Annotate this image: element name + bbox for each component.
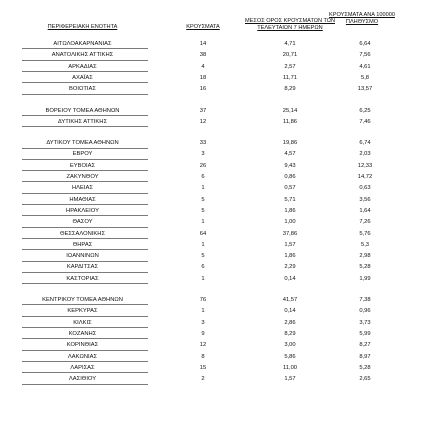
- region-cell: ΚΟΡΙΝΘΙΑΣ: [66, 342, 99, 349]
- per-100000-cell: 8,27: [359, 342, 371, 349]
- cases-cell: 14: [199, 41, 207, 47]
- avg-7-days-cell: 2,86: [284, 319, 296, 326]
- avg-7-days-cell: 1,86: [284, 253, 296, 260]
- cases-cell: 9: [201, 330, 205, 337]
- avg-7-days-cell: 1,00: [284, 219, 296, 226]
- region-cell: ΑΧΑΪΑΣ: [72, 74, 93, 81]
- avg-7-days-cell: 5,71: [284, 196, 296, 203]
- per-100000-cell: 7,26: [359, 219, 371, 226]
- header-avg-7-days: ΜΕΣΟΣ ΟΡΟΣ ΚΡΟΥΣΜΑΤΩΝ ΤΩΝ ΤΕΛΕΥΤΑΙΩΝ 7 ΗΜΕΡΩΝ: [245, 18, 335, 31]
- region-cell: ΗΡΑΚΛΕΙΟΥ: [66, 207, 99, 214]
- avg-7-days-cell: 8,29: [284, 86, 296, 93]
- cases-cell: 26: [199, 162, 207, 169]
- avg-7-days-cell: 5,86: [284, 353, 296, 360]
- row-divider: [22, 115, 148, 116]
- cases-cell: 15: [199, 364, 207, 371]
- cases-cell: 6: [201, 174, 205, 180]
- cases-cell: 33: [199, 140, 207, 147]
- region-cell: ΗΜΑΘΙΑΣ: [69, 196, 96, 203]
- per-100000-cell: 7,46: [359, 118, 371, 125]
- row-divider: [22, 272, 148, 273]
- row-divider: [22, 261, 148, 262]
- region-cell: ΚΙΛΚΙΣ: [73, 319, 92, 326]
- avg-7-days-cell: 4,57: [284, 151, 296, 158]
- region-cell: ΕΥΒΟΙΑΣ: [69, 162, 96, 169]
- region-cell: ΗΛΕΙΑΣ: [72, 185, 93, 192]
- per-100000-cell: 2,03: [359, 151, 371, 158]
- cases-cell: 37: [199, 107, 207, 114]
- avg-7-days-cell: 19,86: [282, 140, 298, 147]
- region-cell: ΛΑΡΙΣΑΣ: [70, 364, 95, 371]
- cases-cell: 76: [199, 297, 207, 303]
- row-divider: [22, 361, 148, 362]
- avg-7-days-cell: 1,57: [284, 241, 296, 248]
- cases-cell: 38: [199, 52, 207, 59]
- cases-cell: 1: [201, 275, 205, 282]
- avg-7-days-cell: 9,43: [284, 162, 296, 169]
- cases-cell: 16: [199, 86, 207, 93]
- region-cell: ΑΝΑΤΟΛΙΚΗΣ ΑΤΤΙΚΗΣ: [51, 52, 114, 59]
- cases-cell: 5: [201, 196, 205, 203]
- avg-7-days-cell: 3,00: [284, 342, 296, 349]
- avg-7-days-cell: 0,57: [284, 185, 296, 192]
- row-divider: [22, 159, 148, 160]
- row-divider: [22, 126, 148, 127]
- cases-cell: 4: [201, 63, 205, 70]
- row-divider: [22, 48, 148, 49]
- region-cell: ΑΡΚΑΔΙΑΣ: [68, 63, 97, 70]
- avg-7-days-cell: 2,29: [284, 264, 296, 271]
- per-100000-cell: 14,72: [357, 174, 373, 180]
- row-divider: [22, 71, 148, 72]
- row-divider: [22, 338, 148, 339]
- cases-cell: 1: [201, 308, 205, 315]
- avg-7-days-cell: 0,86: [284, 174, 296, 180]
- header-region: ΠΕΡΙΦΕΡΕΙΑΚΗ ΕΝΟΤΗΤΑ: [47, 24, 118, 30]
- cases-cell: 6: [201, 264, 205, 271]
- region-cell: ΘΗΡΑΣ: [72, 241, 93, 248]
- avg-7-days-cell: 25,14: [282, 107, 298, 114]
- region-cell: ΚΟΖΑΝΗΣ: [68, 330, 97, 337]
- per-100000-cell: 8,97: [359, 353, 371, 360]
- cases-cell: 5: [201, 207, 205, 214]
- avg-7-days-cell: 0,14: [284, 275, 296, 282]
- cases-cell: 12: [199, 118, 207, 125]
- per-100000-cell: 1,99: [359, 275, 371, 282]
- row-divider: [22, 227, 148, 228]
- cases-cell: 18: [199, 74, 207, 81]
- row-divider: [22, 350, 148, 351]
- cases-cell: 12: [199, 342, 207, 349]
- per-100000-cell: 5,3: [360, 241, 370, 248]
- avg-7-days-cell: 11,00: [282, 364, 298, 371]
- per-100000-cell: 2,98: [359, 253, 371, 260]
- row-divider: [22, 170, 148, 171]
- header-cases: ΚΡΟΥΣΜΑΤΑ: [186, 24, 220, 30]
- avg-7-days-cell: 1,57: [284, 376, 296, 383]
- row-divider: [22, 316, 148, 317]
- per-100000-cell: 5,8: [360, 74, 370, 81]
- per-100000-cell: 13,57: [357, 86, 373, 93]
- per-100000-cell: 0,63: [359, 185, 371, 192]
- per-100000-cell: 5,76: [359, 230, 371, 237]
- region-cell: ΛΑΚΩΝΙΑΣ: [67, 353, 98, 360]
- per-100000-cell: 1,64: [359, 207, 371, 214]
- per-100000-cell: 6,64: [359, 41, 371, 47]
- per-100000-cell: 5,99: [359, 330, 371, 337]
- per-100000-cell: 6,25: [359, 107, 371, 114]
- cases-cell: 64: [199, 230, 207, 237]
- row-divider: [22, 283, 148, 284]
- cases-cell: 1: [201, 185, 205, 192]
- avg-7-days-cell: 8,29: [284, 330, 296, 337]
- header-cases-per-100000: ΚΡΟΥΣΜΑΤΑ ΑΝΑ 100000 ΠΛΗΘΥΣΜΟ: [329, 12, 395, 25]
- region-cell: ΕΒΡΟΥ: [72, 151, 93, 158]
- row-divider: [22, 384, 148, 385]
- cases-cell: 3: [201, 151, 205, 158]
- per-100000-cell: 7,38: [359, 297, 371, 303]
- per-100000-cell: 4,61: [359, 63, 371, 70]
- region-cell: ΚΑΡΔΙΤΣΑΣ: [66, 264, 99, 271]
- region-cell: ΛΑΣΙΘΙΟΥ: [68, 376, 97, 383]
- row-divider: [22, 82, 148, 83]
- avg-7-days-cell: 11,71: [282, 74, 298, 81]
- avg-7-days-cell: 4,71: [284, 41, 296, 47]
- row-divider: [22, 249, 148, 250]
- row-divider: [22, 60, 148, 61]
- region-cell: ΚΕΡΚΥΡΑΣ: [67, 308, 98, 315]
- row-divider: [22, 238, 148, 239]
- per-100000-cell: 3,56: [359, 196, 371, 203]
- per-100000-cell: 5,28: [359, 364, 371, 371]
- per-100000-cell: 6,74: [359, 140, 371, 147]
- region-cell: ΒΟΙΩΤΙΑΣ: [69, 86, 96, 93]
- row-divider: [22, 327, 148, 328]
- region-cell: ΚΕΝΤΡΙΚΟΥ ΤΟΜΕΑ ΑΘΗΝΩΝ: [42, 297, 123, 303]
- region-cell: ΙΩΑΝΝΙΝΩΝ: [66, 253, 99, 260]
- per-100000-cell: 5,28: [359, 264, 371, 271]
- per-100000-cell: 2,65: [359, 376, 371, 383]
- per-100000-cell: 12,33: [357, 162, 373, 169]
- cases-cell: 1: [201, 241, 205, 248]
- region-cell: ΔΥΤΙΚΗΣ ΑΤΤΙΚΗΣ: [57, 118, 108, 125]
- cases-cell: 8: [201, 353, 205, 360]
- avg-7-days-cell: 37,86: [282, 230, 298, 237]
- cases-cell: 1: [201, 219, 205, 226]
- cases-cell: 3: [201, 319, 205, 326]
- avg-7-days-cell: 20,71: [282, 52, 298, 59]
- region-cell: ΖΑΚΥΝΘΟΥ: [66, 174, 99, 180]
- row-divider: [22, 94, 148, 95]
- row-divider: [22, 204, 148, 205]
- region-cell: ΑΙΤΩΛΟΑΚΑΡΝΑΝΙΑΣ: [53, 41, 112, 47]
- row-divider: [22, 215, 148, 216]
- cases-cell: 2: [201, 376, 205, 383]
- per-100000-cell: 0,96: [359, 308, 371, 315]
- per-100000-cell: 3,73: [359, 319, 371, 326]
- avg-7-days-cell: 11,86: [282, 118, 298, 125]
- region-cell: ΘΑΣΟΥ: [72, 219, 93, 226]
- row-divider: [22, 148, 148, 149]
- region-cell: ΔΥΤΙΚΟΥ ΤΟΜΕΑ ΑΘΗΝΩΝ: [46, 140, 119, 147]
- region-cell: ΒΟΡΕΙΟΥ ΤΟΜΕΑ ΑΘΗΝΩΝ: [45, 107, 120, 114]
- row-divider: [22, 372, 148, 373]
- region-cell: ΚΑΣΤΟΡΙΑΣ: [66, 275, 99, 282]
- avg-7-days-cell: 0,14: [284, 308, 296, 315]
- row-divider: [22, 193, 148, 194]
- avg-7-days-cell: 1,86: [284, 207, 296, 214]
- region-cell: ΘΕΣΣΑΛΟΝΙΚΗΣ: [59, 230, 106, 237]
- row-divider: [22, 304, 148, 305]
- per-100000-cell: 7,56: [359, 52, 371, 59]
- avg-7-days-cell: 41,57: [282, 297, 298, 303]
- avg-7-days-cell: 2,57: [284, 63, 296, 70]
- row-divider: [22, 181, 148, 182]
- cases-cell: 5: [201, 253, 205, 260]
